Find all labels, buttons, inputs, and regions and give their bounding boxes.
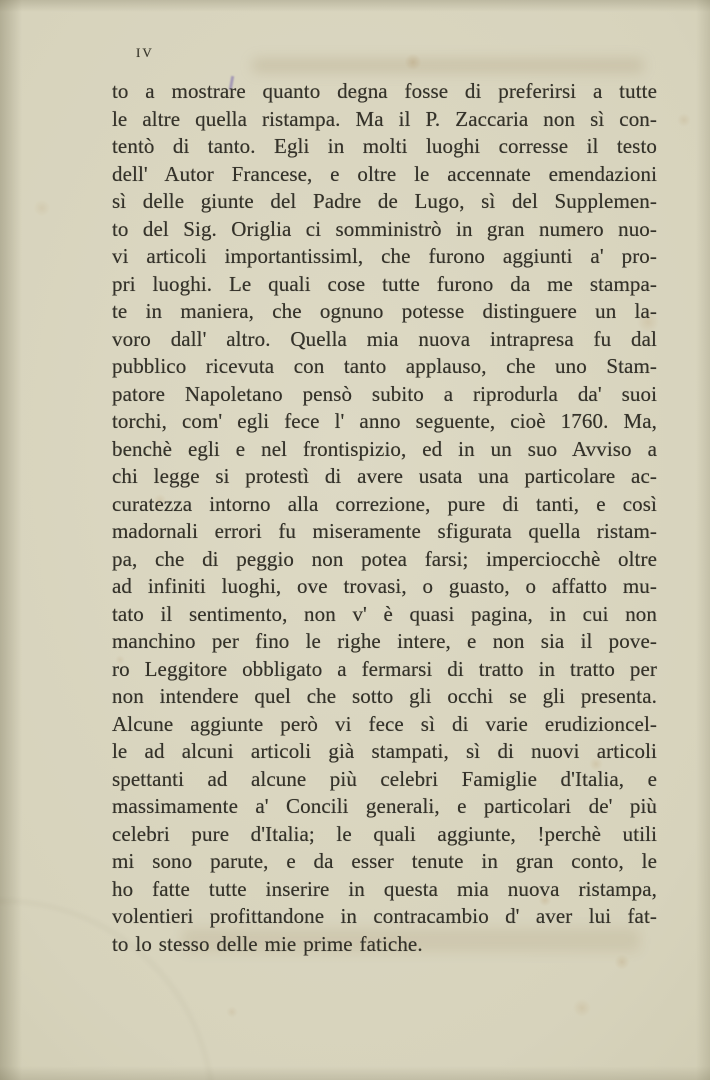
text-line: te in maniera, che ognuno potesse distinguere un la- — [112, 299, 657, 323]
text-line: ad infiniti luoghi, ove trovasi, o guasto, o affatto mu- — [112, 574, 657, 598]
text-line: madornali errori fu miseramente sfigurata quella ristam- — [112, 519, 657, 543]
text-line: spettanti ad alcune più celebri Famiglie d'Italia, e — [112, 766, 657, 791]
text-line: benchè egli e nel frontispizio, ed in un suo Avviso a — [112, 436, 657, 461]
text-line: manchino per fino le righe intere, e non sia il pove- — [112, 629, 657, 653]
text-line: celebri pure d'Italia; le quali aggiunte, !perchè utili — [112, 821, 657, 846]
text-line: pa, che di peggio non potea farsi; imperciocchè oltre — [112, 546, 657, 571]
text-line: pri luoghi. Le quali cose tutte furono da me stampa- — [112, 271, 657, 296]
text-line: non intendere quel che sotto gli occhi se gli presenta. — [112, 684, 657, 708]
text-line: le ad alcuni articoli già stampati, sì di nuovi articoli — [112, 739, 657, 763]
text-line: massimamente a' Concili generali, e particolari de' più — [112, 794, 657, 818]
text-line: chi legge si protestì di avere usata una particolare ac- — [112, 464, 657, 488]
text-line: ho fatte tutte inserire in questa mia nuova ristampa, — [112, 876, 657, 901]
text-line: dell' Autor Francese, e oltre le accennate emendazioni — [112, 161, 657, 186]
text-line: ro Leggitore obbligato a fermarsi di tratto in tratto per — [112, 656, 657, 681]
text-line: to lo stesso delle mie prime fatiche. — [112, 931, 423, 956]
text-line: sì delle giunte del Padre de Lugo, sì del Supplemen- — [112, 189, 657, 213]
text-line: tato il sentimento, non v' è quasi pagina, in cui non — [112, 601, 657, 626]
text-line: to del Sig. Origlia ci somministrò in gran numero nuo- — [112, 216, 657, 241]
text-line: to a mostrare quanto degna fosse di preferirsi a tutte — [112, 79, 657, 103]
text-block — [112, 78, 657, 958]
text-line: tentò di tanto. Egli in molti luoghi corresse il testo — [112, 134, 657, 158]
text-line: torchi, com' egli fece l' anno seguente, cioè 1760. Ma, — [112, 409, 657, 433]
page-number: iv — [136, 41, 154, 61]
text-line: Alcune aggiunte però vi fece sì di varie erudizioncel- — [112, 711, 657, 736]
text-line: pubblico ricevuta con tanto applauso, che uno Stam- — [112, 354, 657, 378]
text-line: patore Napoletano pensò subito a riprodurla da' suoi — [112, 381, 657, 406]
text-line: voro dall' altro. Quella mia nuova intrapresa fu dal — [112, 326, 657, 351]
text-line: curatezza intorno alla correzione, pure di tanti, e così — [112, 491, 657, 516]
text-line: mi sono parute, e da esser tenute in gran conto, le — [112, 849, 657, 873]
text-line: volentieri profittandone in contracambio d' aver lui fat- — [112, 904, 657, 928]
show-through-stain-top — [252, 58, 644, 73]
text-line: vi articoli importantissiml, che furono aggiunti a' pro- — [112, 244, 657, 268]
text-line: le altre quella ristampa. Ma il P. Zaccaria non sì con- — [112, 106, 657, 131]
